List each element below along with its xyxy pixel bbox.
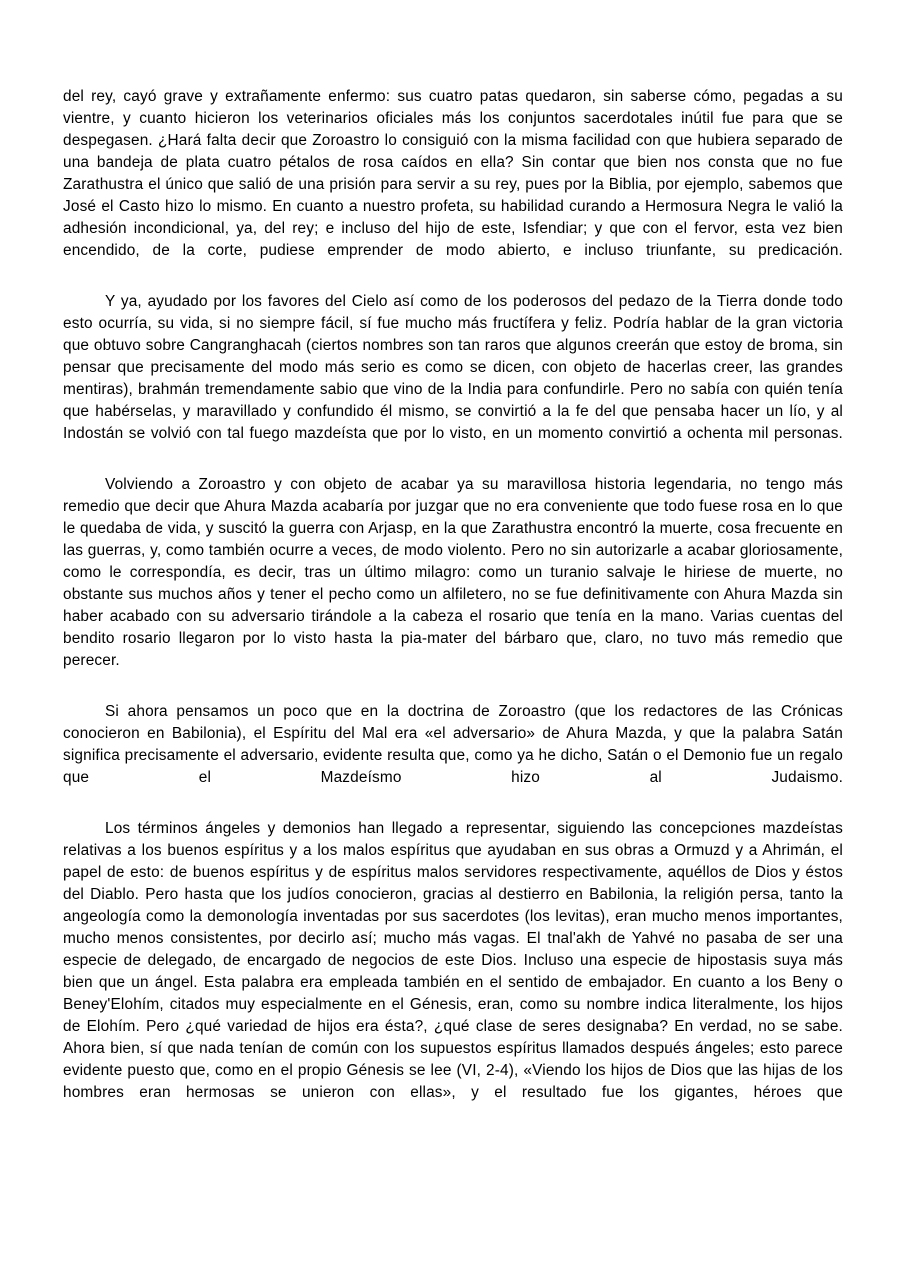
- body-text-column: [63, 86, 843, 1133]
- body-paragraph-2: Y ya, ayudado por los favores del Cielo así como de los poderosos del pedazo de la Tierra donde todo esto ocurría, su vida, si no siempre fácil, sí fue mucho más fructífera y feliz. Podría hablar de la gran victoria que obtuvo sobre Cangranghacah (ciertos nombres son tan raros que algunos creerán que estoy de broma, sin pensar que precisamente del modo más serio es como se dicen, con objeto de hacerlas creer, las grandes mentiras), brahmán tremendamente sabio que vino de la India para confundirle. Pero no sabía con quién tenía que habérselas, y maravillado y confundido él mismo, se convirtió a la fe del que pensaba hacer un lío, y al Indostán se volvió con tal fuego mazdeísta que por lo visto, en un momento convirtió a ochenta mil personas.: [63, 293, 843, 442]
- body-paragraph-3: Volviendo a Zoroastro y con objeto de acabar ya su maravillosa historia legendaria, no tengo más remedio que decir que Ahura Mazda acabaría por juzgar que no era conveniente que todo fuese rosa en lo que le quedaba de vida, y suscitó la guerra con Arjasp, en la que Zarathustra encontró la muerte, cosa frecuente en las guerras, y, como también ocurre a veces, de modo violento. Pero no sin autorizarle a acabar gloriosamente, como le correspondía, es decir, tras un último milagro: como un turanio salvaje le hiriese de muerte, no obstante sus muchos años y tener el pecho como un alfiletero, no se fue definitivamente con Ahura Mazda sin haber acabado con su adversario tirándole a la cabeza el rosario que tenía en la mano. Varias cuentas del bendito rosario llegaron por lo visto hasta la pia-mater del bárbaro que, claro, no tuvo más remedio que perecer.: [63, 476, 843, 669]
- body-paragraph-1: del rey, cayó grave y extrañamente enfermo: sus cuatro patas quedaron, sin saberse cómo, pegadas a su vientre, y cuanto hicieron los veterinarios oficiales más los conjuntos sacerdotales inútil fue para que se despegasen. ¿Hará falta decir que Zoroastro lo consiguió con la misma facilidad con que hubiera separado de una bandeja de plata cuatro pétalos de rosa caídos en ella? Sin contar que bien nos consta que no fue Zarathustra el único que salió de una prisión para servir a su rey, pues por la Biblia, por ejemplo, sabemos que José el Casto hizo lo mismo. En cuanto a nuestro profeta, su habilidad curando a Hermosura Negra le valió la adhesión incondicional, ya, del rey; e incluso del hijo de este, Isfendiar; y que con el fervor, esta vez bien encendido, de la corte, pudiese emprender de modo abierto, e incluso triunfante, su predicación.: [63, 88, 843, 259]
- body-paragraph-4: Si ahora pensamos un poco que en la doctrina de Zoroastro (que los redactores de las Crónicas conocieron en Babilonia), el Espíritu del Mal era «el adversario» de Ahura Mazda, y que la palabra Satán significa precisamente el adversario, evidente resulta que, como ya he dicho, Satán o el Demonio fue un regalo que el Mazdeísmo hizo al Judaismo.: [63, 703, 843, 786]
- body-paragraph-5: Los términos ángeles y demonios han llegado a representar, siguiendo las concepciones mazdeístas relativas a los buenos espíritus y a los malos espíritus que ayudaban en sus obras a Ormuzd y a Ahrimán, el papel de esto: de buenos espíritus y de espíritus malos servidores respectivamente, aquéllos de Dios y éstos del Diablo. Pero hasta que los judíos conocieron, gracias al destierro en Babilonia, la religión persa, tanto la angeología como la demonología inventadas por sus sacerdotes (los levitas), eran mucho menos importantes, mucho menos consistentes, por decirlo así; mucho más vagas. El tnal'akh de Yahvé no pasaba de ser una especie de delegado, de encargado de negocios de este Dios. Incluso una especie de hipostasis suya más bien que un ángel. Esta palabra era empleada también en el sentido de embajador. En cuanto a los Beny o Beney'Elohím, citados muy especialmente en el Génesis, eran, como su nombre indica literalmente, los hijos de Elohím. Pero ¿qué variedad de hijos era ésta?, ¿qué clase de seres designaba? En verdad, no se sabe. Ahora bien, sí que nada tenían de común con los supuestos espíritus llamados después ángeles; esto parece evidente puesto que, como en el propio Génesis se lee (VI, 2-4), «Viendo los hijos de Dios que las hijas de los hombres eran hermosas se unieron con ellas», y el resultado fue los gigantes, héroes que: [63, 820, 843, 1101]
